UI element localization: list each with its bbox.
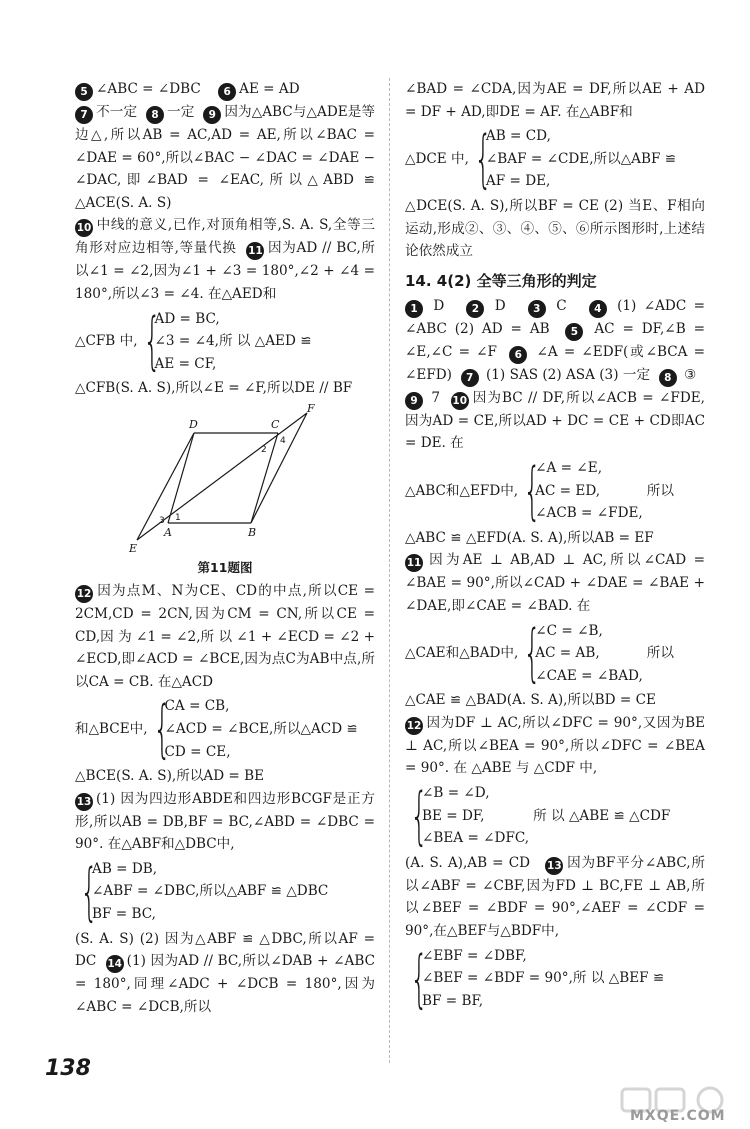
brace-group-abf-dbc: { AB = DB, ∠ABF = ∠DBC,所以△ABF ≌ △DBC BF = BC, [80,854,329,928]
answer-12-conclusion: △BCE(S. A. S),所以AD = BE [75,768,265,785]
label-angle-4: 4 [280,435,286,446]
label-e: E [129,541,138,555]
segment-ad [168,433,194,523]
question-number-7: 7 [75,106,93,124]
answer-13: 13 (1) 因为四边形ABDE和四边形BCGF是正方形,所以AB = DB,BF = BC,∠ABD = ∠DBC = 90°. 在△ABF和△DBC中, [75,790,375,853]
answer-14-cont: ∠BAD = ∠CDA,因为AE = DF,所以AE + AD = DF + AD,即DE = AF. 在△ABF和 [405,81,705,120]
question-number-10: 10 [75,219,93,237]
left-brace: { [410,941,429,1015]
left-brace: { [523,453,542,527]
label-a: A [164,525,172,539]
question-number-10: 10 [451,392,469,410]
figure-11 [75,400,375,580]
label-angle-2: 2 [261,444,267,455]
left-brace: { [523,616,542,690]
answer-13-14: (S. A. S) (2) 因为△ABF ≌ △DBC,所以AF = DC 14 (1) 因为AD // BC,所以∠DAB + ∠ABC = 180°,同理∠ADC + ∠DCB = 180°,因为∠ABC = ∠DCB,所以 [75,930,375,1015]
segment-ed [137,433,194,540]
question-number-2: 2 [466,300,484,318]
figure-caption: 第11题图 [197,559,253,575]
question-number-11: 11 [246,242,264,260]
question-number-8: 8 [146,106,164,124]
label-b: B [248,525,257,539]
left-brace: { [80,854,99,928]
question-number-13: 13 [75,793,93,811]
question-number-12: 12 [405,717,423,735]
question-number-11: 11 [405,554,423,572]
question-number-8: 8 [659,369,677,387]
label-angle-1: 1 [175,512,181,523]
question-number-1: 1 [405,300,423,318]
question-number-6: 6 [218,83,236,101]
answer-11: 11 因为AE ⊥ AB,AD ⊥ AC,所以∠CAD = ∠BAE = 90°,所以∠CAD + ∠DAE = ∠BAE + ∠DAE,即∠CAE = ∠BAD. 在 [405,552,705,614]
brace-group-acd-bce: 和△BCE中, { CA = CB, ∠ACD = ∠BCE,所以△ACD ≌ CD = CE, [75,692,358,766]
brace-group-aed-cfb: △CFB 中, { AD = BC, ∠3 = ∠4,所 以 △AED ≌ AE = CF, [75,304,312,378]
question-number-3: 3 [528,300,546,318]
question-number-13: 13 [545,857,563,875]
answer-12: 12 因为DF ⊥ AC,所以∠DFC = 90°,又因为BE ⊥ AC,所以∠BEA = 90°,所以∠DFC = ∠BEA = 90°. 在 △ABE 与 △CDF 中, [405,714,705,777]
question-number-12: 12 [75,585,93,603]
answer-10-11: 10 中线的意义,已作,对顶角相等,S. A. S,全等三角形对应边相等,等量代换 11 因为AD // BC,所以∠1 = ∠2,因为∠1 + ∠3 = 180°,∠2 + ∠4 = 180°,所以∠3 = ∠4. 在△AED和 [75,217,375,302]
brace-group-bef-bdf: { ∠EBF = ∠DBF, ∠BEF = ∠BDF = 90°,所 以 △BEF ≌ BF = BF, [410,941,665,1015]
label-f: F [307,401,315,415]
answer-7-9: 7 不一定 8 一定 9 因为△ABC与△ADE是等边△,所以AB = AC,AD = AE,所以∠BAC = ∠DAE = 60°,所以∠BAC − ∠DAC = ∠DAE − ∠DAC,即∠BAD = ∠EAC,所以△ABD ≌ △ACE(S. A. S) [75,104,376,211]
question-number-9: 9 [405,392,423,410]
column-divider [389,78,390,1063]
answer-11-conclusion: △CAE ≌ △BAD(A. S. A),所以BD = CE [405,692,656,709]
left-brace: { [474,122,492,196]
brace-group-cae-bad: △CAE和△BAD中, { ∠C = ∠B, AC = AB, ∠CAE = ∠BAD, 所以 [405,616,674,690]
question-number-5: 5 [565,323,583,341]
left-brace: { [152,692,171,766]
answers-1-4: 1 D 2 D 3 C 4 (1) ∠ADC = ∠ABC (2) AD = AB 5 AC = DF,∠B = ∠E,∠C = ∠F 6 ∠A = ∠EDF(或∠BCA = ∠EFD) 7 (1) SAS (2) ASA (3) 一定 8 ③ 9 7 10 因为BC // DF,所以∠ACB = ∠FDE,因为AD = CE,所以AD + DC = CE + CD即AC = DE. 在 [405,297,706,452]
figure-11-diagram [75,400,375,560]
question-number-5: 5 [75,83,93,101]
answer-10-conclusion: △ABC ≌ △EFD(A. S. A),所以AB = EF [405,529,654,546]
right-column [405,78,705,1014]
label-angle-3: 3 [159,515,165,526]
left-brace: { [410,778,429,852]
question-number-7: 7 [461,369,479,387]
question-number-4: 4 [589,300,607,318]
page-number: 138 [45,1056,91,1081]
answer-12: 12 因为点M、N为CE、CD的中点,所以CE = 2CM,CD = 2CN,因为CM = CN,所以CE = CD,因 为 ∠1 = ∠2,所 以 ∠1 + ∠ECD = ∠2 + ∠ECD,即∠ACD = ∠BCE,因为点C为AB中点,所以CA = CB. 在△ACD [75,582,375,690]
answer-14-conclusion: △DCE(S. A. S),所以BF = CE (2) 当E、F相向运动,形成②、③、④、⑤、⑥所示图形时,上述结论依然成立 [405,197,705,260]
question-number-14: 14 [106,955,124,973]
left-column [75,78,375,1018]
label-d: D [189,417,198,431]
label-c: C [271,417,280,431]
brace-group-abc-efd: △ABC和△EFD中, { ∠A = ∠E, AC = ED, ∠ACB = ∠FDE, 所以 [405,453,674,527]
answer-12-13: (A. S. A),AB = CD 13 因为BF平分∠ABC,所以∠ABF = ∠CBF,因为FD ⊥ BC,FE ⊥ AB,所以∠BEF = ∠BDF = 90°,∠AEF = ∠CDF = 90°,在△BEF与△BDF中, [405,854,705,940]
brace-group-abf-dce: △DCE 中, { AB = CD, ∠BAF = ∠CDE,所以△ABF ≌ AF = DE, [405,122,677,196]
section-title: 14. 4(2) 全等三角形的判定 [405,271,597,290]
question-number-9: 9 [203,106,221,124]
answer-11-conclusion: △CFB(S. A. S),所以∠E = ∠F,所以DE // BF [75,380,353,397]
watermark-text: MXQE.COM [630,1108,726,1124]
brace-group-abe-cdf: { ∠B = ∠D, BE = DF, ∠BEA = ∠DFC, 所 以 △ABE ≌ △CDF [410,778,671,852]
question-number-6: 6 [509,346,527,364]
answer-5-6: 5 ∠ABC = ∠DBC 6 AE = AD [75,78,375,101]
left-brace: { [142,304,161,378]
